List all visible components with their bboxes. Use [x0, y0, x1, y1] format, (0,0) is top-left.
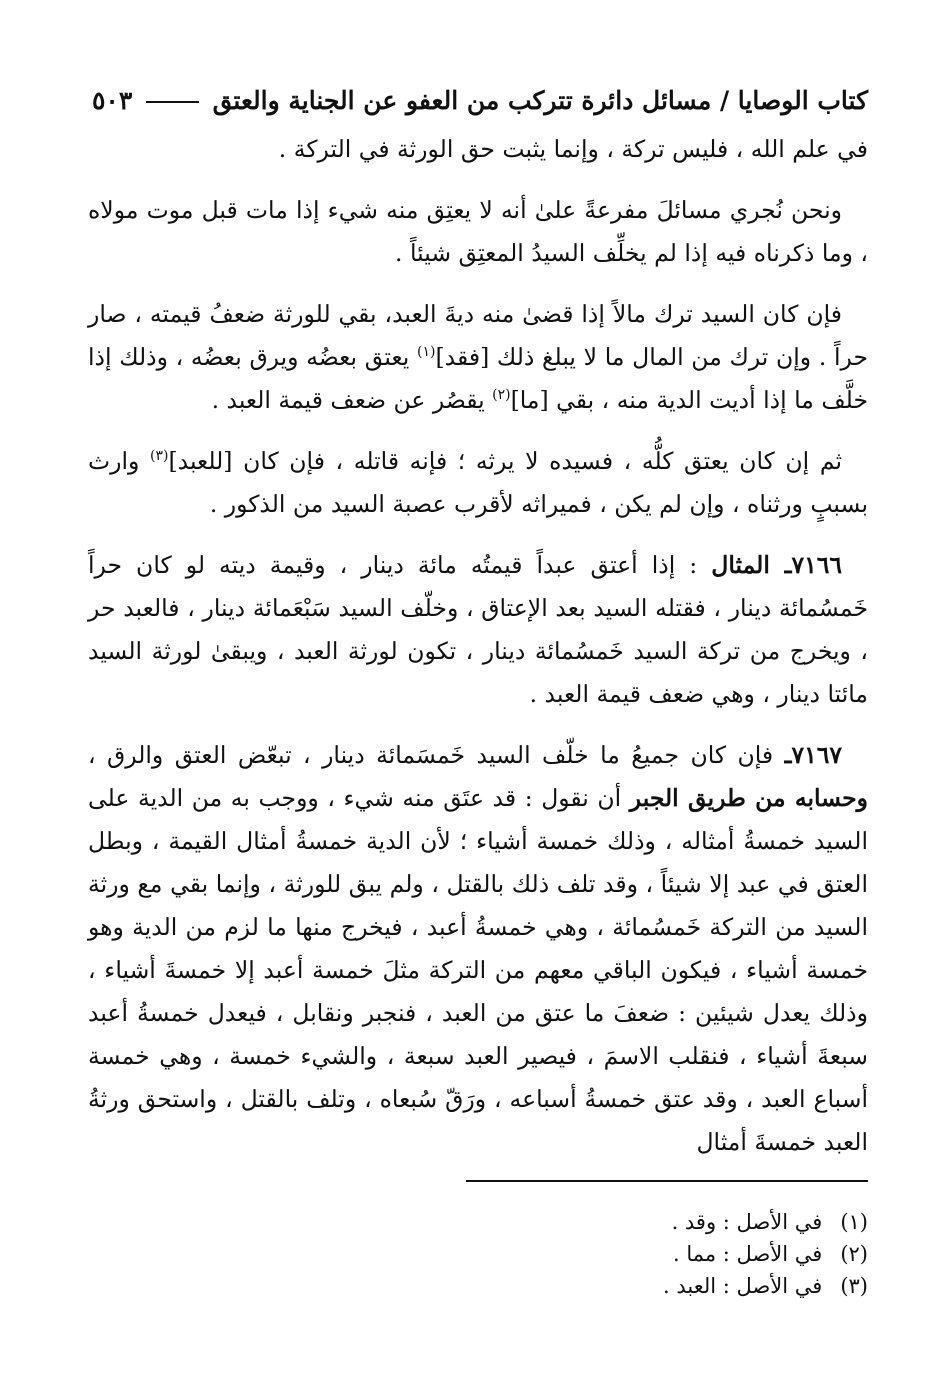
- paragraph-4-text-b: وارث بسببٍ ورثناه ، وإن لم يكن ، فميراثه لأقرب عصبة السيد من الذكور .: [88, 447, 868, 518]
- paragraph-3-text-c: يقصُر عن ضعف قيمة العبد .: [211, 386, 493, 414]
- paragraph-1-text: في علم الله ، فليس تركة ، وإنما يثبت حق الورثة في التركة .: [278, 135, 868, 163]
- footnote-text: في الأصل : وقد .: [671, 1210, 823, 1234]
- running-header: [92, 78, 868, 122]
- header-rule: [146, 101, 198, 103]
- paragraph-3-text-a: فإن كان السيد ترك مالاً إذا قضىٰ منه ديةَ العبد، بقي للورثة ضعفُ قيمته ، صار حراً . وإن ترك من المال ما لا يبلغ ذلك [فقد]: [88, 300, 868, 371]
- paragraph-3-text-b: يعتق بعضُه ويرق بعضُه ، وذلك إذا خلَّف ما إذا أديت الدية منه ، بقي [ما]: [88, 343, 868, 414]
- paragraph-2-text: ونحن نُجري مسائلَ مفرعةً علىٰ أنه لا يعتِق منه شيء إذا مات قبل موت مولاه ، وما ذكرناه فيه إذا لم يخلِّف السيدُ المعتِق شيئاً .: [88, 196, 868, 267]
- footnote-number: (٣): [840, 1274, 868, 1298]
- footnote-number: (١): [840, 1210, 868, 1234]
- footnote-separator: [466, 1180, 868, 1182]
- paragraph-2: [88, 189, 868, 275]
- footnotes: [88, 1206, 868, 1302]
- paragraph-7166-text: : إذا أعتق عبداً قيمتُه مائة دينار ، وقيمة ديته لو كان حراً خَمسُمائة دينار ، فقتله السيد بعد الإعتاق ، وخلّف السيد سَبْعَمائة دينار ، فالعبد حر ، ويخرج من تركة السيد خَمسُمائة دينار ، تكون لورثة العبد ، ويبقىٰ لورثة السيد مائتا دينار ، وهي ضعف قيمة العبد .: [88, 551, 868, 708]
- paragraph-7167-text-b: أن نقول : قد عتَق منه شيء ، ووجب به من الدية على السيد خمسةُ أمثاله ، وذلك خمسة أشياء ؛ لأن الدية خمسةُ أمثال القيمة ، وبطل العتق في عبد إلا شيئاً ، وقد تلف ذلك بالقتل ، ولم يبق للورثة ، وإنما بقي مع ورثة السيد من التركة خَمسُمائة ، وهي خمسةُ أعبد ، فيخرج منها ما لزم من الدية وهو خمسة أشياء ، فيكون الباقي معهم من التركة مثلَ خمسة أعبد إلا خمسةَ أشياء ، وذلك يعدل شيئين : ضعفَ ما عتق من العبد ، فنجبر ونقابل ، فيعدل خمسةُ أعبد سبعةَ أشياء ، فنقلب الاسمَ ، فيصير العبد سبعة ، والشيء خمسة ، وهي خمسة أسباع العبد ، وقد عتق خمسةُ أسباعه ، ورَقّ سُبعاه ، وتلف بالقتل ، واستحق ورثةُ العبد خمسةَ أمثال: [88, 784, 868, 1156]
- paragraph-4: [88, 440, 868, 526]
- paragraph-7167: [88, 734, 868, 1164]
- bold-phrase: وحسابه من طريق الجبر: [629, 784, 868, 812]
- section-number-7167: ٧١٦٧ـ: [784, 741, 842, 769]
- paragraph-7167-text-a: فإن كان جميعُ ما خلّف السيد خَمسَمائة دينار ، تبعّض العتق والرق ،: [88, 741, 785, 769]
- footnote-ref-3: (٣): [149, 448, 169, 465]
- paragraph-3: [88, 293, 868, 422]
- footnote-ref-1: (١): [416, 344, 436, 361]
- section-number-7166: ٧١٦٦ـ المثال: [711, 551, 842, 579]
- footnote-2: [88, 1238, 868, 1270]
- footnote-text: في الأصل : العبد .: [663, 1274, 823, 1298]
- footnote-text: في الأصل : مما .: [672, 1242, 823, 1266]
- footnote-number: (٢): [840, 1242, 868, 1266]
- page-number: ٥٠٣: [92, 85, 133, 115]
- body-text: [88, 128, 868, 1182]
- paragraph-1: [88, 128, 868, 171]
- footnote-3: [88, 1270, 868, 1302]
- footnote-1: [88, 1206, 868, 1238]
- paragraph-7166: [88, 544, 868, 716]
- header-title: كتاب الوصايا / مسائل دائرة تتركب من العفو عن الجناية والعتق: [212, 85, 868, 115]
- footnote-ref-2: (٢): [492, 387, 511, 404]
- paragraph-4-text-a: ثم إن كان يعتق كلُّه ، فسيده لا يرثه ؛ فإنه قاتله ، فإن كان [للعبد]: [168, 447, 842, 475]
